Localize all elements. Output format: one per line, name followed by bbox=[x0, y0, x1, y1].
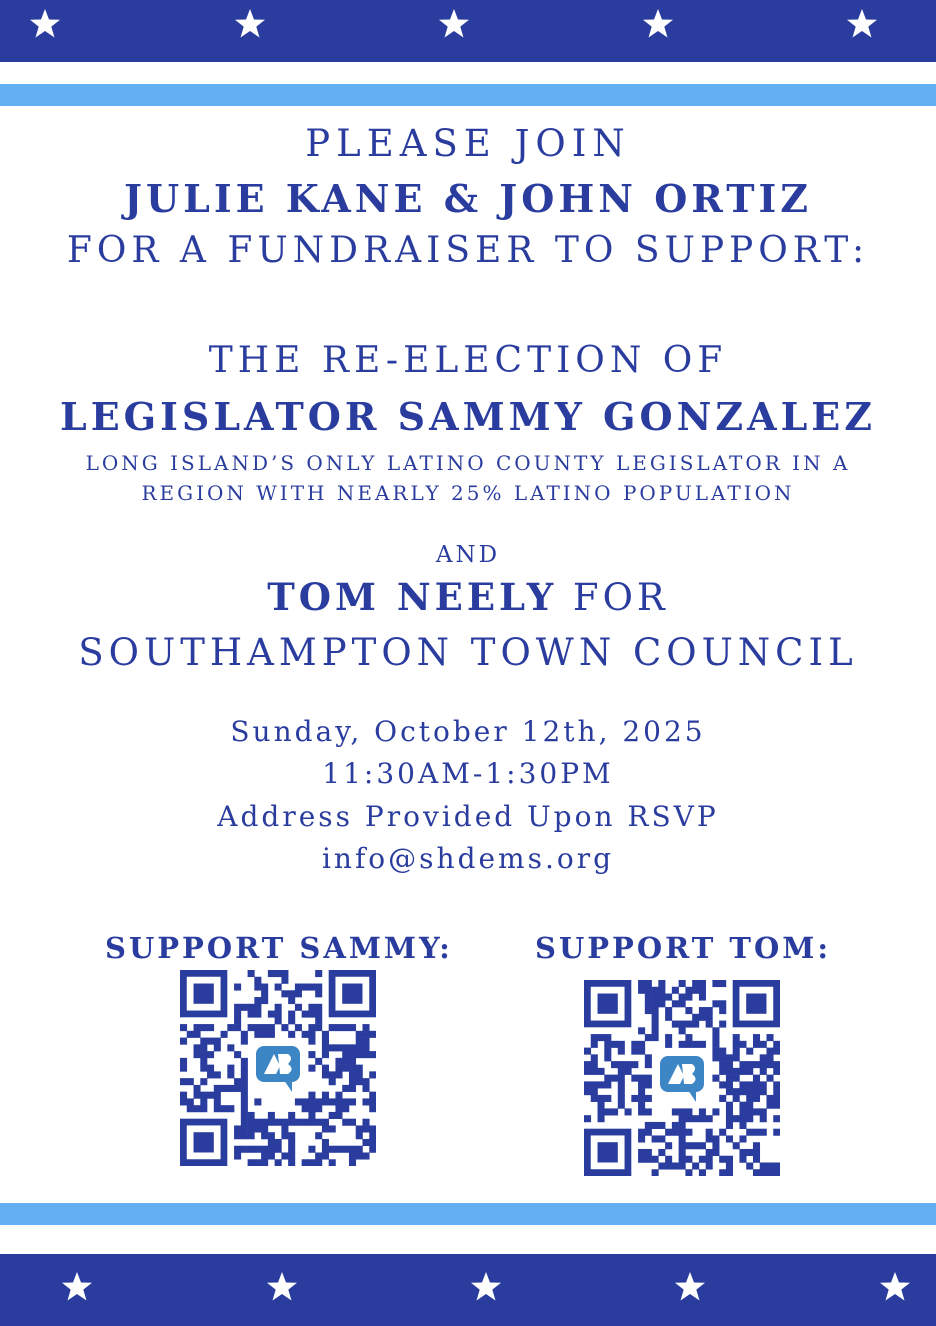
sammy-donation-qr-code[interactable] bbox=[180, 970, 376, 1166]
candidate1-description-line1: LONG ISLAND’S ONLY LATINO COUNTY LEGISLATOR IN A bbox=[85, 451, 851, 475]
white-star-icon bbox=[878, 1270, 912, 1304]
candidate2-heading bbox=[0, 575, 936, 619]
white-star-icon bbox=[233, 7, 267, 41]
support-tom-label: SUPPORT TOM: bbox=[535, 931, 832, 965]
please-join-text: PLEASE JOIN bbox=[305, 122, 631, 165]
fundraiser-line: FOR A FUNDRAISER TO SUPPORT: bbox=[66, 230, 870, 271]
white-star-icon bbox=[469, 1270, 503, 1304]
hosts-names: JULIE KANE & JOHN ORTIZ bbox=[124, 176, 812, 221]
white-star-icon bbox=[265, 1270, 299, 1304]
top-stripe bbox=[0, 84, 936, 106]
reelection-intro: THE RE-ELECTION OF bbox=[208, 340, 728, 381]
candidate1-description-line2: REGION WITH NEARLY 25% LATINO POPULATION bbox=[141, 481, 795, 505]
candidate2-for-word: FOR bbox=[572, 576, 669, 619]
actblue-logo-icon bbox=[256, 1046, 300, 1092]
event-address: Address Provided Upon RSVP bbox=[217, 800, 719, 833]
bottom-stripe bbox=[0, 1203, 936, 1225]
event-time: 11:30AM-1:30PM bbox=[322, 757, 614, 790]
event-date: Sunday, October 12th, 2025 bbox=[230, 715, 706, 748]
candidate1-name: LEGISLATOR SAMMY GONZALEZ bbox=[59, 394, 876, 439]
white-star-icon bbox=[60, 1270, 94, 1304]
bottom-banner bbox=[0, 1254, 936, 1326]
white-star-icon bbox=[845, 7, 879, 41]
white-star-icon bbox=[641, 7, 675, 41]
support-sammy-label: SUPPORT SAMMY: bbox=[105, 931, 453, 965]
candidate2-office: SOUTHAMPTON TOWN COUNCIL bbox=[78, 631, 858, 674]
event-email[interactable]: info@shdems.org bbox=[321, 842, 615, 875]
white-star-icon bbox=[28, 7, 62, 41]
white-star-icon bbox=[673, 1270, 707, 1304]
and-conjunction: AND bbox=[435, 542, 501, 568]
white-star-icon bbox=[437, 7, 471, 41]
tom-donation-qr-code[interactable] bbox=[584, 980, 780, 1176]
candidate2-name: TOM NEELY bbox=[267, 575, 558, 619]
actblue-logo-icon bbox=[660, 1056, 704, 1102]
